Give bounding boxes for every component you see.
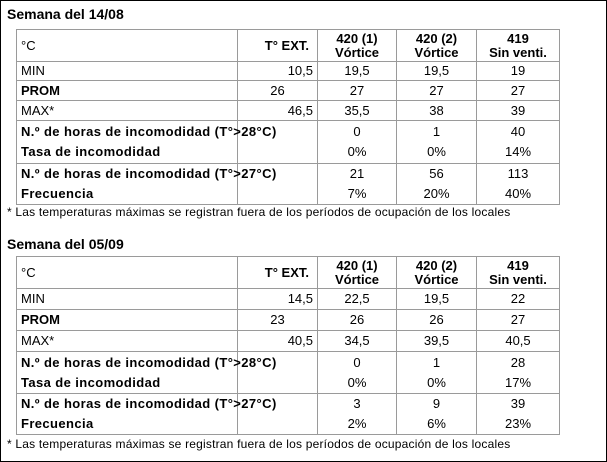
row-max-419: 40,5 [477,331,560,352]
row-horas-28-label-main: N.º de horas de incomodidad (T°>28°C) [21,124,277,139]
col-header-420-1 [318,257,397,289]
row-horas-28-420-1 [318,121,397,164]
row-horas-28 [17,121,560,164]
row-horas-27-419-freq: 23% [504,416,532,431]
row-max-label: MAX* [17,101,238,121]
row-min-ext: 14,5 [238,289,318,310]
row-horas-28-420-2-value: 1 [432,124,441,139]
row-prom-419: 27 [477,310,560,331]
row-horas-28-419-value: 28 [510,354,526,370]
row-prom-420-1: 27 [318,81,397,101]
col-header-420-1-line2: Vórtice [334,271,380,287]
col-header-ext: T° EXT. [238,257,318,289]
row-horas-28-419-rate: 17% [504,374,532,390]
row-horas-27-419-value: 39 [510,396,526,411]
row-max-ext: 46,5 [238,101,318,121]
row-horas-28-419-value: 40 [510,124,526,139]
row-horas-27-419 [477,394,560,435]
row-prom [17,81,560,101]
row-max [17,101,560,121]
col-header-419 [477,257,560,289]
row-horas-28-420-1-value: 0 [353,354,361,370]
col-header-420-2 [397,257,477,289]
col-header-420-2-line2: Vórtice [414,271,459,287]
row-horas-28-420-2-value: 1 [432,354,441,370]
row-min [17,289,560,310]
row-min-420-2: 19,5 [397,62,477,81]
row-max-label: MAX* [17,331,238,352]
row-prom-420-1: 26 [318,310,397,331]
row-min-ext: 10,5 [238,62,318,81]
footnote-week-1408: * Las temperaturas máximas se registran fuera de los períodos de ocupación de los locales [7,205,511,219]
col-header-420-1-line2: Vórtice [334,44,380,60]
row-horas-28 [17,352,560,394]
row-horas-27-420-2 [397,394,477,435]
row-horas-27-420-2-freq: 20% [423,186,450,201]
table-header-row [17,257,560,289]
col-header-419 [477,30,560,62]
row-horas-27-label-sub: Frecuencia [21,186,94,201]
unit-header-cell: °C [17,257,238,289]
row-prom-label: PROM [17,310,238,331]
row-horas-27 [17,164,560,205]
row-max-420-2: 38 [397,101,477,121]
row-horas-28-420-2 [397,352,477,394]
col-header-420-2-line1: 420 (2) [415,257,458,273]
row-horas-28-420-1-rate: 0% [347,374,367,390]
row-min-label: MIN [17,289,238,310]
table-week-1408 [16,29,560,205]
col-header-419-line1: 419 [507,257,529,273]
row-prom [17,310,560,331]
col-header-420-2-line1: 420 (2) [415,30,458,46]
footnote-week-0509: * Las temperaturas máximas se registran fuera de los períodos de ocupación de los locales [7,437,511,451]
row-horas-28-420-1-value: 0 [353,124,361,139]
row-horas-28-420-1-rate: 0% [347,144,367,159]
row-prom-ext: 23 [238,310,318,331]
row-horas-27-label [17,164,277,205]
col-header-420-2 [397,30,477,62]
row-horas-27-420-2-freq: 6% [427,416,446,431]
row-horas-28-419 [477,121,560,164]
row-horas-27-420-1 [318,394,397,435]
row-max-ext: 40,5 [238,331,318,352]
row-horas-27-420-2-value: 56 [429,166,444,181]
row-horas-27-420-1 [318,164,397,205]
col-header-ext: T° EXT. [238,30,318,62]
row-horas-28-420-1 [318,352,397,394]
col-header-420-2-line2: Vórtice [414,44,459,60]
row-horas-28-label-sub: Tasa de incomodidad [21,144,161,159]
row-horas-27-419-freq: 40% [504,186,532,201]
row-min [17,62,560,81]
row-min-420-1: 22,5 [318,289,397,310]
row-horas-28-419 [477,352,560,394]
row-prom-420-2: 27 [397,81,477,101]
row-max [17,331,560,352]
table-header-row [17,30,560,62]
row-max-419: 39 [477,101,560,121]
row-horas-27-420-1-value: 21 [349,166,365,181]
row-horas-27-420-1-value: 3 [353,396,361,411]
row-horas-27-420-2 [397,164,477,205]
row-horas-28-420-2 [397,121,477,164]
row-horas-28-label-main: N.º de horas de incomodidad (T°>28°C) [21,354,277,370]
row-horas-28-420-2-rate: 0% [427,374,446,390]
row-horas-27-420-2-value: 9 [432,396,441,411]
col-header-419-line2: Sin venti. [489,271,547,287]
row-horas-28-label [17,121,277,164]
unit-header-cell: °C [17,30,238,62]
row-horas-27-label-main: N.º de horas de incomodidad (T°>27°C) [21,396,277,411]
col-header-420-1-line1: 420 (1) [336,257,378,273]
row-min-419: 19 [477,62,560,81]
row-prom-420-2: 26 [397,310,477,331]
row-horas-28-420-2-rate: 0% [427,144,446,159]
row-max-420-1: 34,5 [318,331,397,352]
row-horas-27-label [17,394,277,435]
row-prom-419: 27 [477,81,560,101]
row-horas-27-420-1-freq: 7% [347,186,367,201]
row-min-420-2: 19,5 [397,289,477,310]
row-horas-27-419 [477,164,560,205]
row-max-420-1: 35,5 [318,101,397,121]
row-horas-28-label-sub: Tasa de incomodidad [21,374,161,390]
row-min-420-1: 19,5 [318,62,397,81]
row-horas-27-420-1-freq: 2% [347,416,367,431]
row-prom-ext: 26 [238,81,318,101]
col-header-419-line2: Sin venti. [489,44,547,60]
col-header-420-1 [318,30,397,62]
row-horas-27-label-main: N.º de horas de incomodidad (T°>27°C) [21,166,277,181]
row-horas-27-419-value: 113 [507,166,529,181]
section-title-week-1408: Semana del 14/08 [7,6,124,22]
section-title-week-0509: Semana del 05/09 [7,236,124,252]
row-max-420-2: 39,5 [397,331,477,352]
row-horas-28-label [17,352,277,394]
row-prom-label: PROM [17,81,238,101]
col-header-420-1-line1: 420 (1) [336,30,378,46]
row-min-419: 22 [477,289,560,310]
row-horas-27 [17,394,560,435]
col-header-419-line1: 419 [507,30,529,46]
row-horas-28-419-rate: 14% [504,144,532,159]
table-week-0509 [16,256,560,435]
row-horas-27-label-sub: Frecuencia [21,416,94,431]
row-min-label: MIN [17,62,238,81]
